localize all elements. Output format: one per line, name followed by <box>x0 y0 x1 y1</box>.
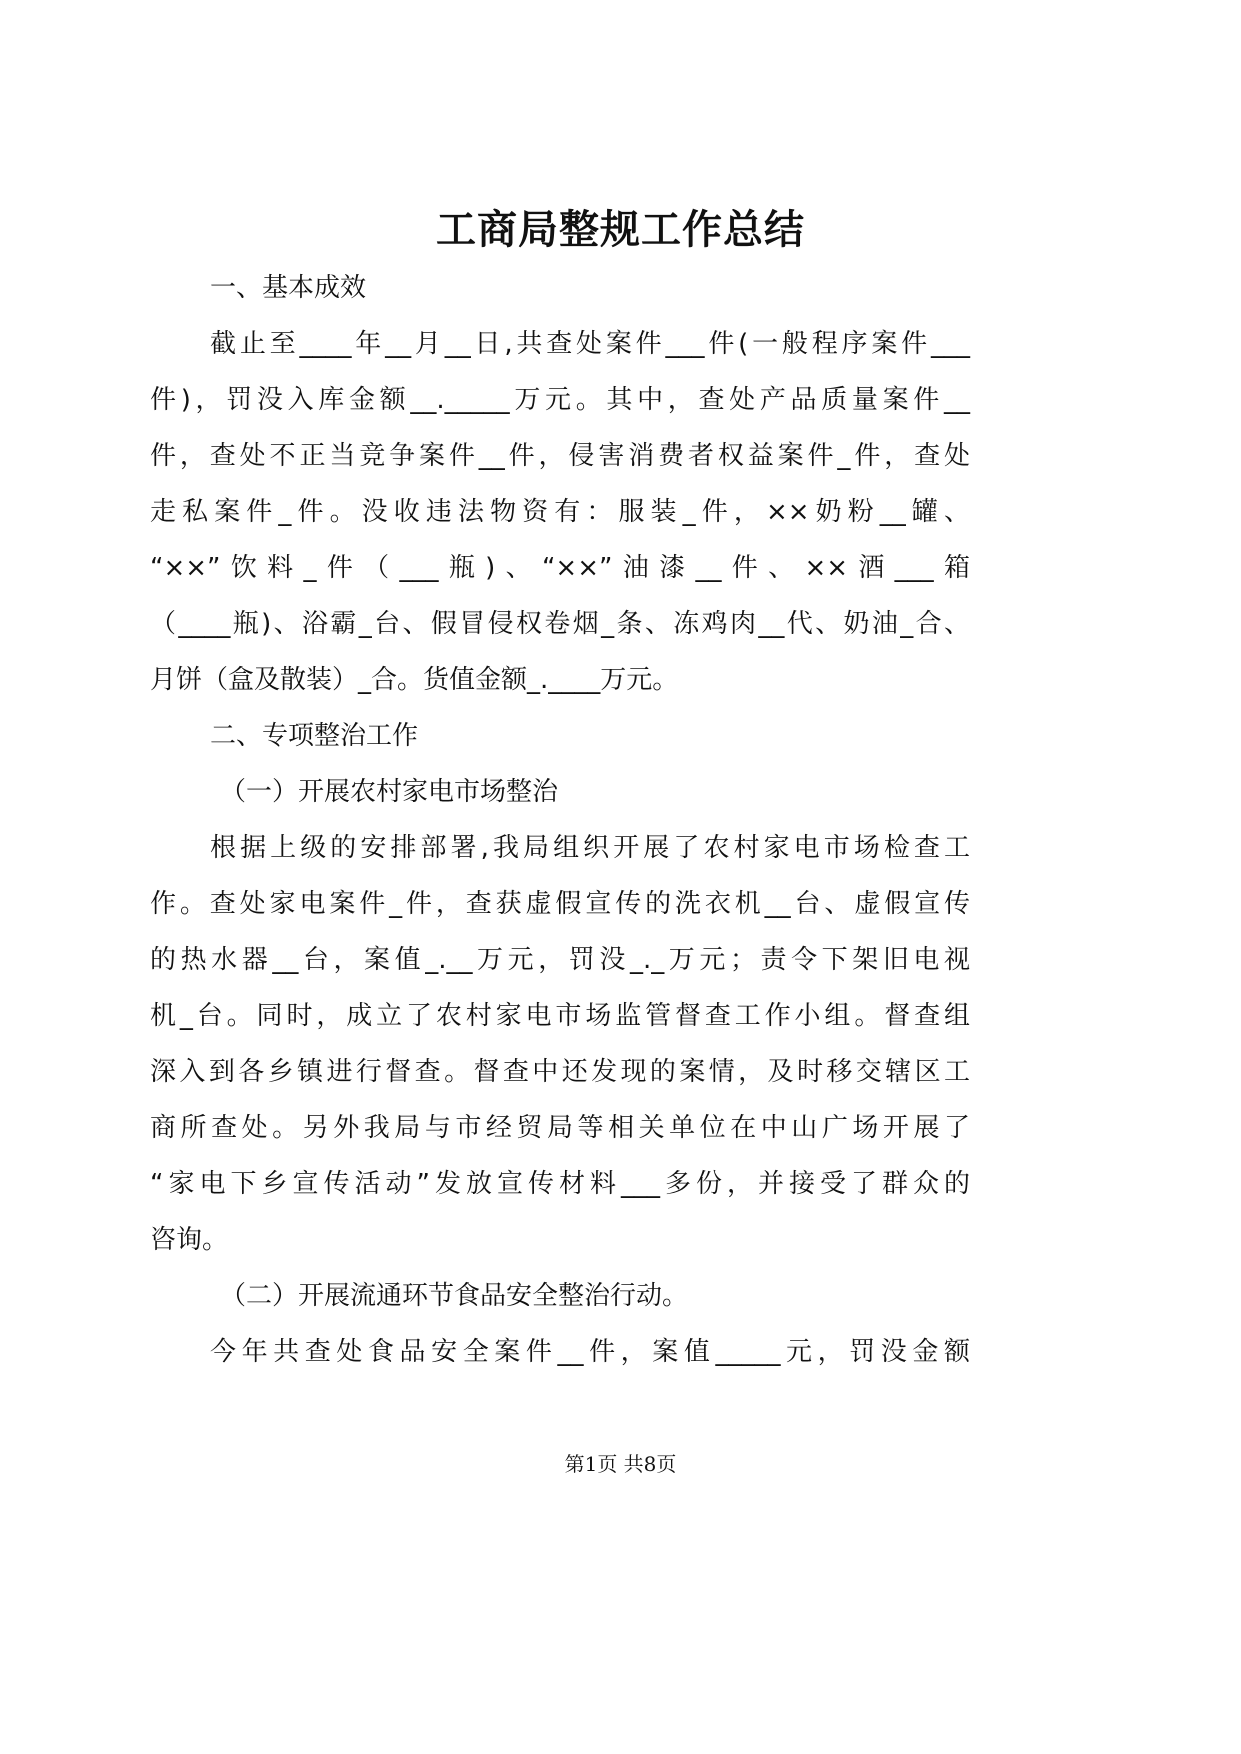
text-line: 二、专项整治工作 <box>210 721 419 751</box>
text-line: 根据上级的安排部署,我局组织开展了农村家电市场检查工 <box>210 833 970 863</box>
text-line: “家电下乡宣传活动”发放宣传材料___多份，并接受了群众的 <box>150 1169 970 1199</box>
text-line: 月饼（盒及散装）_合。货值金额_.____万元。 <box>150 665 679 695</box>
text-line: 一、基本成效 <box>210 273 367 303</box>
text-line: 走私案件_件。没收违法物资有：服装_件，××奶粉__罐、 <box>150 497 970 527</box>
page-number-footer: 第1页 共8页 <box>564 1452 677 1476</box>
text-line: 咨询。 <box>150 1225 229 1255</box>
text-line: （____瓶)、浴霸_台、假冒侵权卷烟_条、冻鸡肉__代、奶油_合、 <box>150 609 970 639</box>
document-title: 工商局整规工作总结 <box>436 206 805 253</box>
text-line: 件)，罚没入库金额__._____万元。其中，查处产品质量案件__ <box>150 385 970 415</box>
text-line: 深入到各乡镇进行督查。督查中还发现的案情，及时移交辖区工 <box>150 1057 970 1087</box>
text-line: 的热水器__台，案值_.__万元，罚没_._万元；责令下架旧电视 <box>150 945 970 975</box>
text-line: 件，查处不正当竞争案件__件，侵害消费者权益案件_件，查处 <box>150 441 970 471</box>
text-line: 截止至____年__月__日,共查处案件___件(一般程序案件___ <box>210 329 970 359</box>
text-line: （一）开展农村家电市场整治 <box>220 777 559 807</box>
text-line: 作。查处家电案件_件，查获虚假宣传的洗衣机__台、虚假宣传 <box>150 889 970 919</box>
text-line: 商所查处。另外我局与市经贸局等相关单位在中山广场开展了 <box>150 1113 970 1143</box>
text-line: 机_台。同时，成立了农村家电市场监管督查工作小组。督查组 <box>150 1001 970 1031</box>
text-line: “××”饮料_件（___瓶)、“××”油漆__件、××酒___箱 <box>150 553 970 583</box>
document-body <box>150 260 970 1380</box>
text-line: （二）开展流通环节食品安全整治行动。 <box>220 1281 689 1311</box>
text-line: 今年共查处食品安全案件__件，案值_____元，罚没金额 <box>210 1337 970 1367</box>
